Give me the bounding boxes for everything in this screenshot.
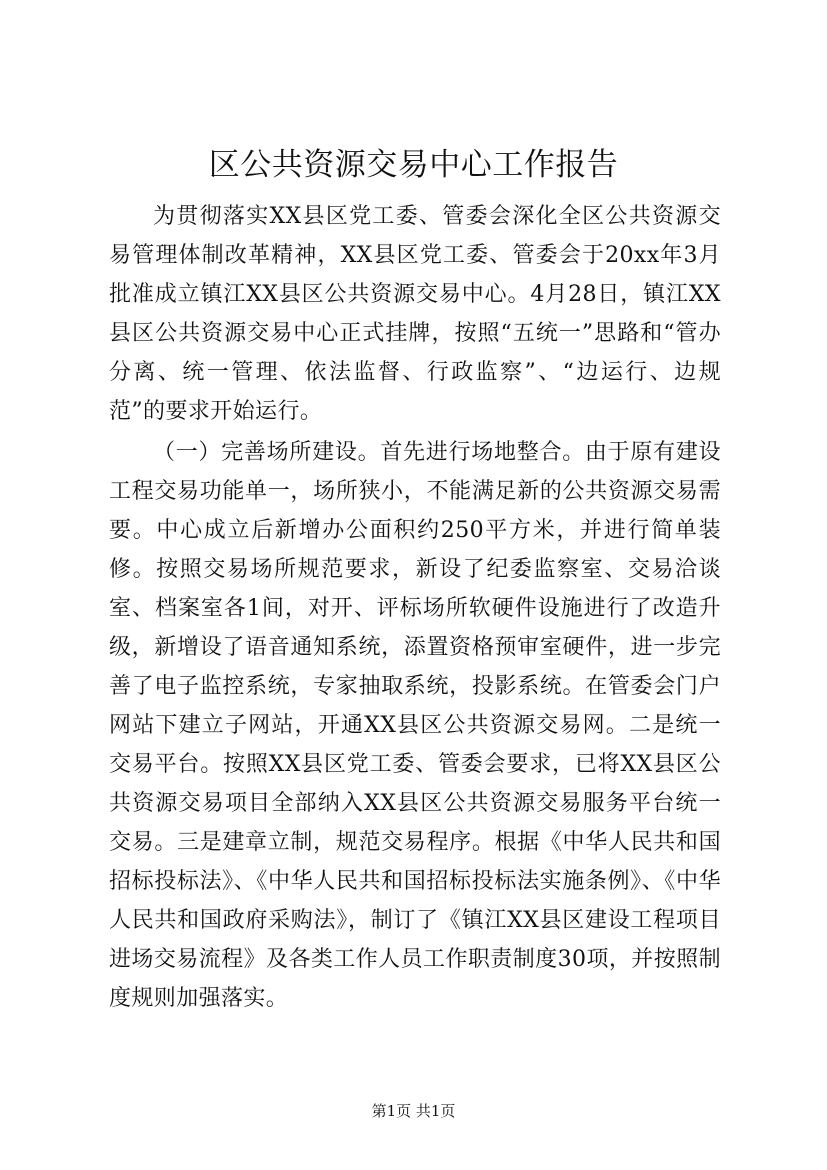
- document-title: 区公共资源交易中心工作报告: [208, 147, 619, 183]
- document-body: [109, 197, 721, 1018]
- page-number-footer: 第1页 共1页: [371, 1102, 456, 1120]
- paragraph-site-construction: （一）完善场所建设。首先进行场地整合。由于原有建设工程交易功能单一，场所狭小，不能满足新的公共资源交易需要。中心成立后新增办公面积约250平方米，并进行简单装修。按照交易场所规范要求，新设了纪委监察室、交易洽谈室、档案室各1间，对开、评标场所软硬件设施进行了改造升级，新增设了语音通知系统，添置资格预审室硬件，进一步完善了电子监控系统，专家抽取系统，投影系统。在管委会门户网站下建立子网站，开通XX县区公共资源交易网。二是统一交易平台。按照XX县区党工委、管委会要求，已将XX县区公共资源交易项目全部纳入XX县区公共资源交易服务平台统一交易。三是建章立制，规范交易程序。根据《中华人民共和国招标投标法》、《中华人民共和国招标投标法实施条例》、《中华人民共和国政府采购法》，制订了《镇江XX县区建设工程项目进场交易流程》及各类工作人员工作职责制度30项，并按照制度规则加强落实。: [109, 440, 721, 1011]
- paragraph-intro: 为贯彻落实XX县区党工委、管委会深化全区公共资源交易管理体制改革精神，XX县区党工委、管委会于20xx年3月批准成立镇江XX县区公共资源交易中心。4月28日，镇江XX县区公共资源交易中心正式挂牌，按照“五统一”思路和“管办分离、统一管理、依法监督、行政监察”、“边运行、边规范”的要求开始运行。: [109, 204, 721, 424]
